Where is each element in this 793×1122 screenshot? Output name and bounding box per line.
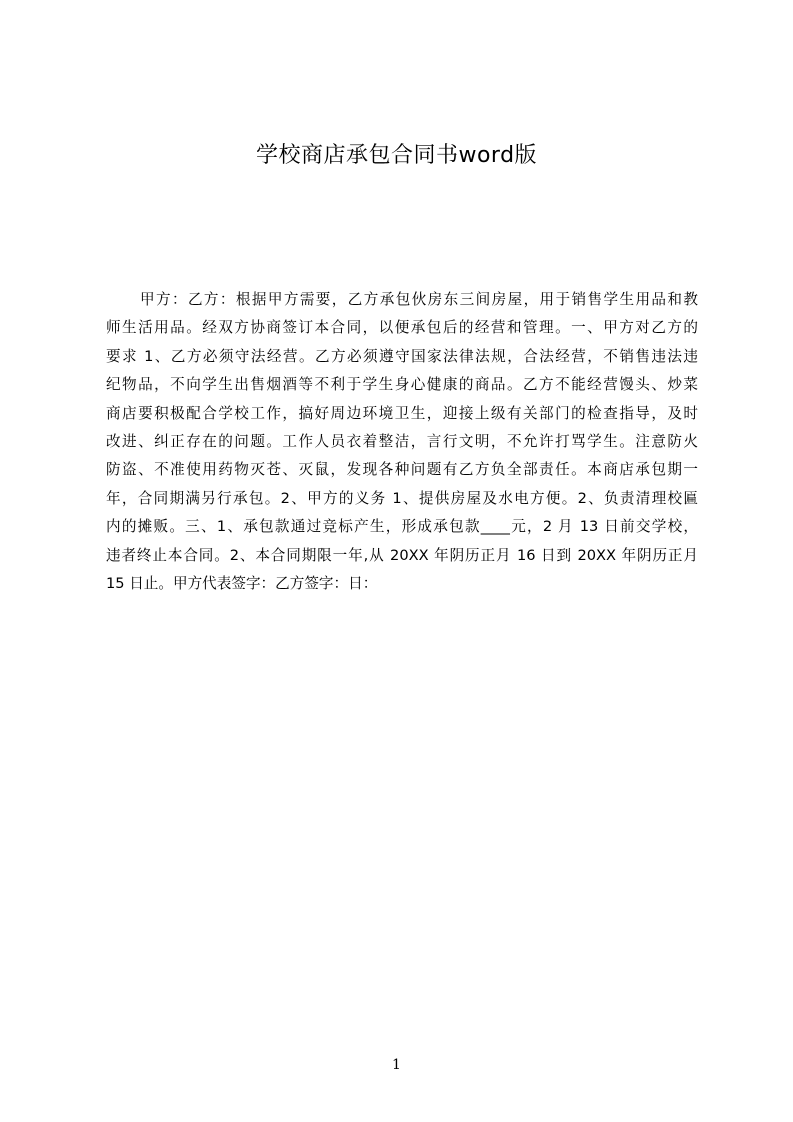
- body-line: 15 日止。甲方代表签字：乙方签字：日：: [106, 575, 378, 593]
- document-title: 学校商店承包合同书word版: [255, 143, 538, 168]
- body-line: 防盗、不准使用药物灭苍、灭鼠，发现各种问题有乙方负全部责任。本商店承包期一: [106, 461, 698, 479]
- body-line: 师生活用品。经双方协商签订本合同，以便承包后的经营和管理。一、甲方对乙方的: [106, 319, 698, 337]
- document-body: [106, 286, 698, 598]
- body-line: 商店要积极配合学校工作，搞好周边环境卫生，迎接上级有关部门的检查指导，及时: [106, 404, 698, 422]
- body-line: 纪物品，不向学生出售烟酒等不利于学生身心健康的商品。乙方不能经营馒头、炒菜: [106, 376, 698, 394]
- body-line: 违者终止本合同。2、本合同期限一年,从 20XX 年阴历正月 16 日到 20XX 年阴历正月: [106, 546, 698, 564]
- body-line: 要求 1、乙方必须守法经营。乙方必须遵守国家法律法规，合法经营，不销售违法违: [106, 347, 698, 365]
- body-line: 甲方：乙方：根据甲方需要，乙方承包伙房东三间房屋，用于销售学生用品和教: [140, 291, 698, 308]
- page-number: 1: [392, 1057, 401, 1073]
- body-line: 内的摊贩。三、1、承包款通过竞标产生，形成承包款____元，2 月 13 日前交学校，: [106, 518, 698, 536]
- body-line: 改进、纠正存在的问题。工作人员衣着整洁，言行文明，不允许打骂学生。注意防火: [106, 433, 698, 451]
- body-line: 年，合同期满另行承包。2、甲方的义务 1、提供房屋及水电方便。2、负责清理校匾: [106, 489, 698, 507]
